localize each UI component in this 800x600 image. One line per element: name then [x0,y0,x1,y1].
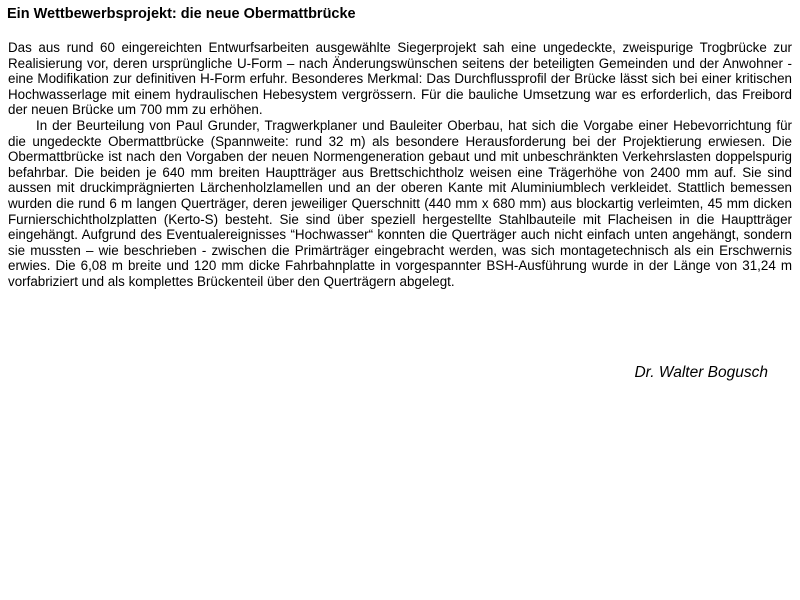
author-signature: Dr. Walter Bogusch [634,364,768,381]
paragraph-intro: Das aus rund 60 eingereichten Entwurfsarbeiten ausgewählte Siegerprojekt sah eine ungedeckte, zweispurige Trogbrücke zur Realisierung vor, deren ursprüngliche U-Form – nach Änderungswünschen seitens der beteiligten Gemeinden und der Anwohner - eine Modifikation zur definitiven H-Form erfuhr. Besonderes Merkmal: Das Durchflussprofil der Brücke lässt sich bei einer kritischen Hochwasserlage mit einem hydraulischen Hebesystem vergrössern. Für die bauliche Umsetzung war es erforderlich, das Freibord der neuen Brücke um 700 mm zu erhöhen. [8,40,792,118]
article-body [8,40,792,290]
paragraph-assessment: In der Beurteilung von Paul Grunder, Tragwerkplaner und Bauleiter Oberbau, hat sich die Vorgabe einer Hebevorrichtung für die ungedeckte Obermattbrücke (Spannweite: rund 32 m) als besondere Herausforderung bei der Projektierung erwiesen. Die Obermattbrücke ist nach den Vorgaben der neuen Normengeneration gebaut und mit unbeschränkten Verkehrslasten doppelspurig befahrbar. Die beiden je 640 mm breiten Hauptträger aus Brettschichtholz weisen eine Trägerhöhe von 2400 mm auf. Sie sind aussen mit druckimprägnierten Lärchenholzlamellen und an der oberen Kante mit Aluminiumblech verkleidet. Stattlich bemessen wurden die rund 6 m langen Querträger, deren jeweiliger Querschnitt (440 mm x 680 mm) aus blockartig verleimten, 45 mm dicken Furnierschichtholzplatten (Kerto-S) besteht. Sie sind über speziell hergestellte Stahlbauteile mit Flacheisen in die Hauptträger eingehängt. Aufgrund des Eventualereignisses “Hochwasser“ konnten die Querträger auch nicht einfach unten angehängt, sondern sie mussten – wie beschrieben - zwischen die Primärträger eingebracht werden, was sich montagetechnisch als ein Erschwernis erwies. Die 6,08 m breite und 120 mm dicke Fahrbahnplatte in vorgespannter BSH-Ausführung wurde in der Länge von 31,24 m vorfabriziert und als komplettes Brückenteil über den Querträgern abgelegt. [8,117,792,289]
page-title: Ein Wettbewerbsprojekt: die neue Obermattbrücke [7,6,356,22]
